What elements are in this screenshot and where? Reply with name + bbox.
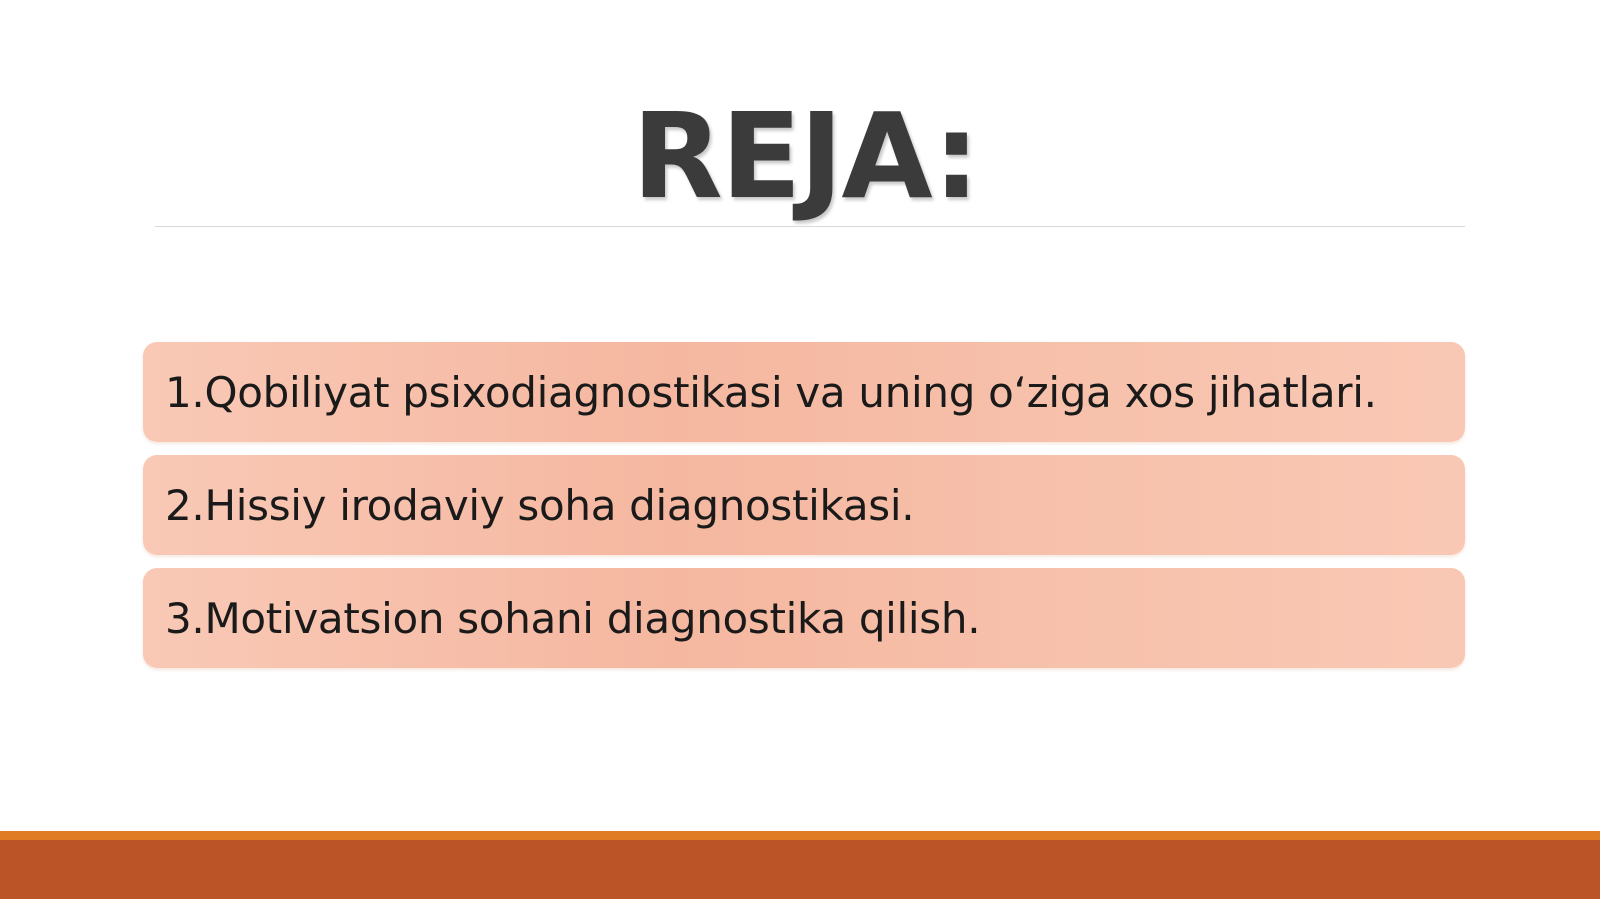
footer-accent-stripe: [0, 831, 1600, 840]
plan-list: [143, 342, 1465, 681]
title-divider: [155, 226, 1465, 227]
plan-item-text: 2.Hissiy irodaviy soha diagnostikasi.: [165, 480, 915, 530]
plan-item-3: [143, 568, 1465, 668]
plan-item-2: [143, 455, 1465, 555]
footer-band: [0, 840, 1600, 899]
plan-item-text: 1.Qobiliyat psixodiagnostikasi va uning o‘ziga xos jihatlari.: [165, 367, 1377, 417]
plan-item-text: 3.Motivatsion sohani diagnostika qilish.: [165, 593, 981, 643]
plan-item-1: [143, 342, 1465, 442]
slide-title: REJA:: [631, 87, 979, 225]
